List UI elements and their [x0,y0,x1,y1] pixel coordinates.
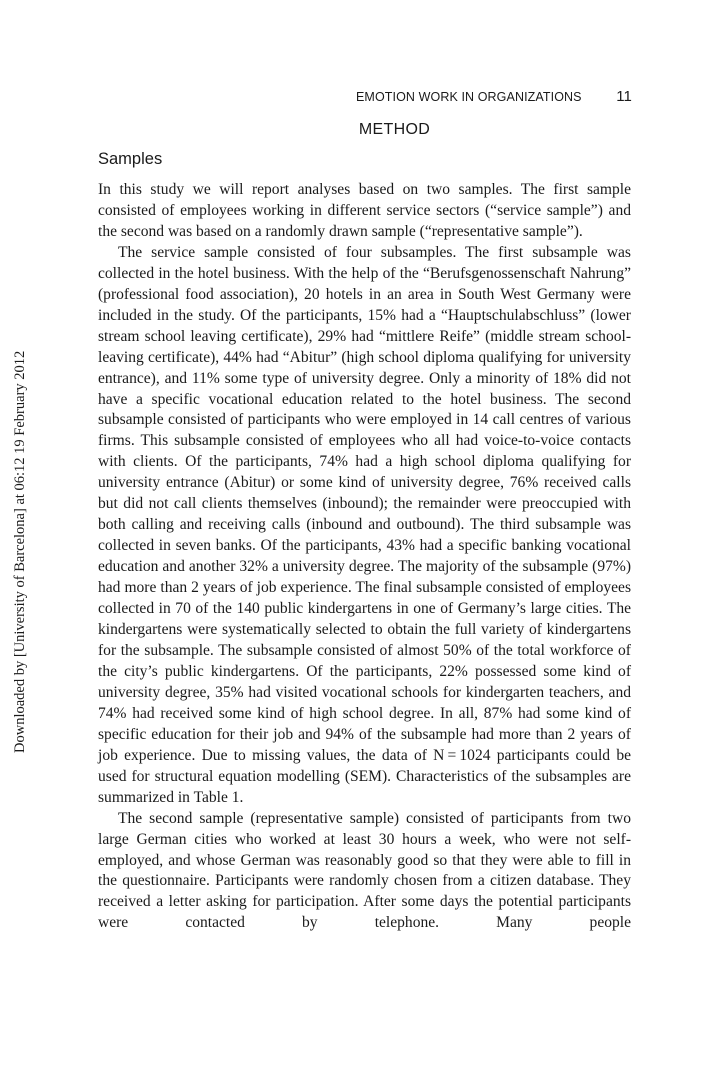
running-head [356,88,632,108]
body-text [98,180,631,934]
paragraph-intro: In this study we will report analyses based on two samples. The first sample consisted of employees working in different service sectors (“service sample”) and the second was based on a randomly drawn sample (“representative sample”). [98,181,631,240]
download-stamp: Downloaded by [University of Barcelona] at 06:12 19 February 2012 [12,350,28,753]
paragraph-representative-sample: The second sample (representative sample) consisted of participants from two large German cities who worked at least 30 hours a week, who were not self-employed, and whose German was reasonably good so that they were able to fill in the questionnaire. Participants were randomly chosen from a citizen database. They received a letter asking for participation. After some days the potential participants were contacted by telephone. Many people [98,809,631,932]
section-heading: METHOD [358,121,431,138]
subsection-heading: Samples [98,150,163,168]
running-head-title: EMOTION WORK IN ORGANIZATIONS [356,90,582,104]
paragraph-service-sample: The service sample consisted of four subsamples. The first subsample was collected in the hotel business. With the help of the “Berufsgenossenschaft Nahrung” (professional food association), 20 hotels in an area in South West Germany were included in the study. Of the participants, 15% had a “Hauptschulabschluss” (lower stream school leaving certificate), 29% had “mittlere Reife” (middle stream school-leaving certificate), 44% had “Abitur” (high school diploma qualifying for university entrance), and 11% some type of university degree. Only a minority of 18% did not have a specific vocational education related to the hotel business. The second subsample consisted of participants who were employed in 14 call centres of various firms. This subsample consisted of employees who all had voice-to-voice contacts with clients. Of the participants, 74% had a high school diploma qualifying for university entrance (Abitur) or some kind of university degree, 76% received calls but did not call clients themselves (inbound); the remainder were preoccupied with both calling and receiving calls (inbound and outbound). The third subsample was collected in seven banks. Of the participants, 43% had a specific banking vocational education and another 32% a university degree. The majority of the subsample (97%) had more than 2 years of job experience. The final subsample consisted of employees collected in 70 of the 140 public kindergartens in one of Germany’s large cities. The kindergartens were systematically selected to obtain the full variety of kindergartens for the subsample. The subsample consisted of almost 50% of the total workforce of the city’s public kindergartens. Of the participants, 22% possessed some kind of university degree, 35% had visited vocational schools for kindergarten teachers, and 74% had received some kind of high school degree. In all, 87% had some kind of specific education for their job and 94% of the subsample had more than 2 years of job experience. Due to missing values, the data of N = 1024 participants could be used for structural equation modelling (SEM). Characteristics of the subsamples are summarized in Table 1. [98,243,631,806]
page-number: 11 [616,88,632,105]
